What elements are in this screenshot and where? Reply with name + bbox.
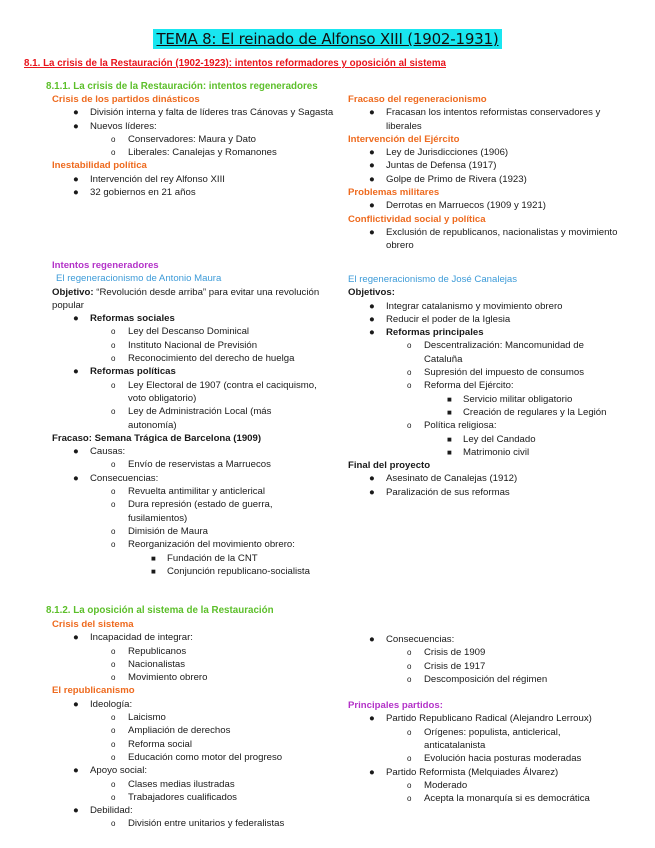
bullet-icon: o	[407, 368, 412, 378]
bullet-icon: o	[111, 819, 116, 829]
republicanismo-heading: El republicanismo	[52, 685, 135, 697]
list-item: o Crisis de 1917	[407, 660, 486, 672]
bullet-icon: o	[111, 792, 116, 802]
canalejas-list	[348, 300, 623, 460]
crisis-partidos-heading: Crisis de los partidos dinásticos	[52, 94, 200, 105]
inestabilidad-list	[52, 173, 342, 200]
bullet-icon: o	[407, 780, 412, 790]
list-item: ● Fracasan los intentos reformistas conservadores y liberales	[369, 107, 601, 132]
bullet-icon: o	[111, 526, 116, 536]
bullet-icon: ●	[73, 313, 79, 325]
list-item: ● Reformas políticas	[73, 366, 176, 378]
bullet-icon: ■	[447, 394, 452, 404]
bullet-icon: ●	[73, 446, 79, 458]
final-proyecto-heading: Final del proyecto	[348, 460, 431, 472]
bullet-icon: ●	[73, 107, 79, 119]
fracaso-regeneracionismo-heading: Fracaso del regeneracionismo	[348, 94, 487, 105]
crisis-sistema-list	[52, 631, 342, 684]
bullet-icon: o	[111, 380, 116, 390]
canalejas-objetivos-heading: Objetivos:	[348, 287, 395, 299]
bullet-icon: o	[111, 779, 116, 789]
bullet-icon: o	[407, 794, 412, 804]
bullet-icon: ●	[369, 107, 375, 119]
bullet-icon: ●	[369, 473, 375, 485]
crisis-sistema-heading: Crisis del sistema	[52, 619, 134, 630]
bullet-icon: o	[407, 727, 412, 737]
list-item: o Descomposición del régimen	[407, 673, 548, 685]
canalejas-heading: El regeneracionismo de José Canalejas	[348, 274, 518, 285]
bullet-icon: ●	[73, 120, 79, 132]
maura-heading: El regeneracionismo de Antonio Maura	[56, 273, 222, 285]
list-item: ● Incapacidad de integrar:	[73, 632, 193, 644]
bullet-icon: ■	[151, 566, 156, 576]
bullet-icon: ●	[73, 765, 79, 777]
bullet-icon: o	[111, 134, 116, 144]
conflictividad-heading: Conflictividad social y política	[348, 213, 486, 225]
list-item: ● Reducir el poder de la Iglesia	[369, 313, 511, 325]
bullet-icon: o	[111, 713, 116, 723]
intervencion-ejercito-heading: Intervención del Ejército	[348, 133, 460, 145]
bullet-icon: ●	[73, 187, 79, 199]
list-item: ● Ideología:	[73, 698, 133, 710]
list-item: ● 32 gobiernos en 21 años	[73, 187, 196, 199]
list-item: o Conservadores: Maura y Dato	[111, 133, 256, 145]
conflictividad-list	[348, 226, 620, 253]
bullet-icon: ●	[369, 160, 375, 172]
list-item: ● Consecuencias:	[369, 634, 455, 645]
list-item: ● Partido Republicano Radical (Alejandro Lerroux)	[369, 713, 592, 725]
bullet-icon: ●	[369, 200, 375, 212]
bullet-icon: ●	[73, 472, 79, 484]
bullet-icon: o	[111, 500, 116, 510]
bullet-icon: o	[111, 327, 116, 337]
bullet-icon: ●	[73, 366, 79, 378]
list-item: ● Nuevos líderes:	[73, 120, 157, 132]
list-item: ■ Ley del Candado	[447, 433, 536, 445]
bullet-icon: ●	[369, 300, 375, 312]
bullet-icon: o	[111, 148, 116, 158]
bullet-icon: o	[407, 674, 412, 684]
section-heading: 8.1. La crisis de la Restauración (1902-1923): intentos reformadores y oposición al sistema	[24, 58, 446, 69]
bullet-icon: o	[407, 381, 412, 391]
maura-fracaso-heading: Fracaso: Semana Trágica de Barcelona (1909)	[52, 432, 262, 444]
bullet-icon: ■	[447, 407, 452, 417]
list-item: ● Consecuencias:	[73, 472, 159, 484]
list-item: o Reorganización del movimiento obrero:	[111, 539, 295, 551]
bullet-icon: ●	[369, 226, 375, 238]
bullet-icon: ●	[369, 713, 375, 725]
bullet-icon: ●	[369, 634, 375, 645]
list-item: ■ Creación de regulares y la Legión	[447, 406, 607, 418]
list-item: ● Reformas sociales	[73, 313, 175, 325]
bullet-icon: o	[111, 487, 116, 497]
list-item: o Republicanos	[111, 645, 187, 657]
bullet-icon: o	[111, 354, 116, 364]
list-item: o Reconocimiento del derecho de huelga	[111, 353, 295, 365]
list-item: o Orígenes: populista, anticlerical, anticatalanista	[407, 726, 561, 752]
right-column-bottom	[348, 633, 623, 806]
page-title: TEMA 8: El reinado de Alfonso XIII (1902-1931)	[153, 29, 501, 49]
bullet-icon: o	[111, 460, 116, 470]
title-block	[0, 29, 655, 49]
list-item: o Ley Electoral de 1907 (contra el caciquismo, voto obligatorio)	[111, 379, 317, 404]
list-item: o Reforma social	[111, 738, 192, 750]
list-item: ● Exclusión de republicanos, nacionalistas y movimiento obrero	[369, 226, 618, 252]
bullet-icon: ●	[73, 173, 79, 185]
list-item: o Dura represión (estado de guerra, fusilamientos)	[111, 499, 273, 524]
list-item: o Descentralización: Mancomunidad de Cataluña	[407, 340, 584, 365]
list-item: o Reforma del Ejército:	[407, 380, 514, 392]
list-item: ● Reformas principales	[369, 327, 484, 339]
bullet-icon: o	[111, 673, 116, 683]
list-item: o Laicismo	[111, 712, 166, 724]
list-item: o Moderado	[407, 779, 468, 791]
maura-objetivo: Objetivo: “Revolución desde arriba” para evitar una revolución popular	[52, 286, 320, 311]
list-item: o Ley del Descanso Dominical	[111, 326, 250, 338]
list-item: o División entre unitarios y federalistas	[111, 818, 285, 830]
list-item: o Ampliación de derechos	[111, 725, 231, 737]
ejercito-list	[348, 146, 620, 186]
bullet-icon: ●	[369, 173, 375, 185]
intentos-heading: Intentos regeneradores	[52, 260, 159, 271]
list-item: ● Apoyo social:	[73, 765, 148, 777]
oposicion-consecuencias-list	[348, 633, 623, 686]
list-item: o Trabajadores cualificados	[111, 791, 237, 803]
bullet-icon: o	[111, 726, 116, 736]
bullet-icon: ■	[151, 553, 156, 563]
bullet-icon: ●	[369, 147, 375, 159]
canalejas-column	[348, 273, 623, 499]
list-item: ■ Conjunción republicano-socialista	[151, 565, 310, 577]
principales-partidos-heading: Principales partidos:	[348, 700, 443, 712]
bullet-icon: ●	[73, 805, 79, 817]
crisis-partidos-list	[52, 106, 342, 159]
list-item: o Política religiosa:	[407, 420, 497, 432]
inestabilidad-heading: Inestabilidad política	[52, 160, 147, 172]
semana-tragica-list	[52, 445, 322, 578]
list-item: ● Causas:	[73, 446, 126, 458]
bullet-icon: o	[407, 648, 412, 658]
subsection-1-heading: 8.1.1. La crisis de la Restauración: intentos regeneradores	[46, 81, 318, 92]
list-item: ● Intervención del rey Alfonso XIII	[73, 173, 225, 185]
list-item: o Dimisión de Maura	[111, 525, 208, 537]
maura-column	[52, 259, 322, 578]
left-column-top	[52, 93, 342, 199]
list-item: o Liberales: Canalejas y Romanones	[111, 147, 277, 159]
bullet-icon: ●	[73, 632, 79, 644]
final-list	[348, 472, 623, 499]
bullet-icon: o	[111, 739, 116, 749]
list-item: ● Debilidad:	[73, 805, 133, 817]
bullet-icon: o	[111, 340, 116, 350]
list-item: ■ Servicio militar obligatorio	[447, 393, 573, 405]
list-item: o Instituto Nacional de Previsión	[111, 339, 258, 351]
list-item: o Crisis de 1909	[407, 647, 486, 659]
bullet-icon: ●	[369, 486, 375, 498]
bullet-icon: o	[111, 659, 116, 669]
right-column-top	[348, 93, 620, 253]
list-item: o Acepta la monarquía si es democrática	[407, 793, 590, 805]
list-item: o Movimiento obrero	[111, 672, 208, 684]
bullet-icon: o	[407, 661, 412, 671]
bullet-icon: o	[407, 341, 412, 351]
list-item: o Nacionalistas	[111, 658, 186, 670]
list-item: o Revuelta antimilitar y anticlerical	[111, 486, 266, 498]
bullet-icon: ●	[73, 698, 79, 710]
republicanismo-list	[52, 698, 342, 831]
bullet-icon: ●	[369, 327, 375, 339]
list-item: ● Juntas de Defensa (1917)	[369, 160, 497, 172]
fracaso-list	[348, 106, 620, 133]
list-item: ● División interna y falta de líderes tras Cánovas y Sagasta	[73, 107, 334, 119]
list-item: o Supresión del impuesto de consumos	[407, 367, 584, 379]
problemas-militares-heading: Problemas militares	[348, 187, 440, 199]
list-item: o Clases medias ilustradas	[111, 778, 235, 790]
partidos-list	[348, 712, 623, 805]
list-item: ● Integrar catalanismo y movimiento obrero	[369, 300, 563, 312]
list-item: ● Golpe de Primo de Rivera (1923)	[369, 173, 527, 185]
bullet-icon: o	[111, 752, 116, 762]
list-item: ■ Matrimonio civil	[447, 446, 530, 458]
list-item: ● Asesinato de Canalejas (1912)	[369, 473, 518, 485]
bullet-icon: o	[111, 646, 116, 656]
bullet-icon: ●	[369, 766, 375, 778]
bullet-icon: ■	[447, 434, 452, 444]
bullet-icon: o	[407, 754, 412, 764]
bullet-icon: ●	[369, 313, 375, 325]
left-column-bottom	[52, 618, 342, 831]
bullet-icon: o	[111, 407, 116, 417]
maura-list	[52, 312, 322, 432]
bullet-icon: o	[111, 540, 116, 550]
militares-list	[348, 199, 620, 212]
list-item: ■ Fundación de la CNT	[151, 552, 258, 564]
list-item: ● Ley de Jurisdicciones (1906)	[369, 147, 509, 159]
list-item: ● Derrotas en Marruecos (1909 y 1921)	[369, 200, 546, 212]
list-item: o Envío de reservistas a Marruecos	[111, 459, 271, 471]
list-item: o Evolución hacia posturas moderadas	[407, 753, 582, 765]
list-item: o Educación como motor del progreso	[111, 751, 283, 763]
list-item: ● Paralización de sus reformas	[369, 486, 510, 498]
list-item: o Ley de Administración Local (más autonomía)	[111, 406, 272, 431]
bullet-icon: o	[407, 421, 412, 431]
subsection-2-heading: 8.1.2. La oposición al sistema de la Restauración	[46, 605, 274, 616]
list-item: ● Partido Reformista (Melquiades Álvarez)	[369, 766, 559, 778]
bullet-icon: ■	[447, 447, 452, 457]
